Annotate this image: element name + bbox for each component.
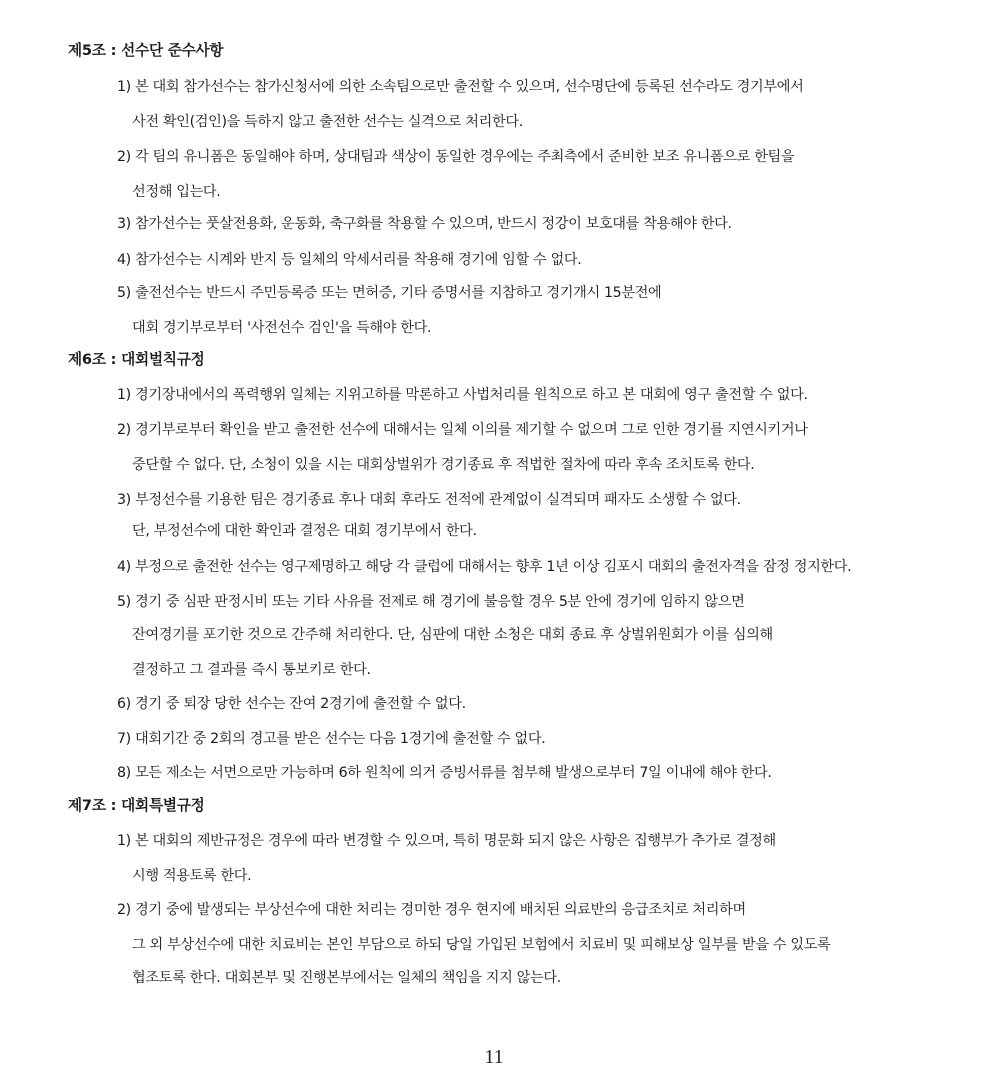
rule-item: 1) 본 대회 참가선수는 참가신청서에 의한 소속팀으로만 출전할 수 있으며, 선수명단에 등록된 선수라도 경기부에서 [117, 79, 804, 95]
rule-item-continuation: 단, 부정선수에 대한 확인과 결정은 대회 경기부에서 한다. [132, 523, 477, 539]
rule-item-continuation: 대회 경기부로부터 '사전선수 검인'을 득해야 한다. [132, 320, 432, 336]
rule-item: 1) 본 대회의 제반규정은 경우에 따라 변경할 수 있으며, 특히 명문화 되지 않은 사항은 집행부가 추가로 결정해 [117, 833, 776, 849]
section-heading: 제7조 : 대회특별규정 [68, 797, 205, 814]
rule-item: 6) 경기 중 퇴장 당한 선수는 잔여 2경기에 출전할 수 없다. [117, 696, 466, 712]
rule-item: 1) 경기장내에서의 폭력행위 일체는 지위고하를 막론하고 사법처리를 원칙으로 하고 본 대회에 영구 출전할 수 없다. [117, 387, 808, 403]
rule-item: 4) 부정으로 출전한 선수는 영구제명하고 해당 각 클럽에 대해서는 향후 1년 이상 김포시 대회의 출전자격을 잠정 정지한다. [117, 559, 852, 575]
rule-item: 2) 각 팀의 유니폼은 동일해야 하며, 상대팀과 색상이 동일한 경우에는 주최측에서 준비한 보조 유니폼으로 한팀을 [117, 149, 795, 165]
rule-item: 5) 출전선수는 반드시 주민등록증 또는 면허증, 기타 증명서를 지참하고 경기개시 15분전에 [117, 285, 662, 301]
page-number: 11 [484, 1046, 504, 1068]
rule-item-continuation: 시행 적용토록 한다. [132, 868, 252, 884]
rule-item: 7) 대회기간 중 2회의 경고를 받은 선수는 다음 1경기에 출전할 수 없다. [117, 731, 546, 747]
rule-item-continuation: 선정해 입는다. [132, 184, 221, 200]
rule-item: 8) 모든 제소는 서면으로만 가능하며 6하 원칙에 의거 증빙서류를 첨부해 발생으로부터 7일 이내에 해야 한다. [117, 765, 772, 781]
rule-item-continuation: 사전 확인(검인)을 득하지 않고 출전한 선수는 실격으로 처리한다. [132, 114, 523, 130]
section-heading: 제6조 : 대회벌칙규정 [68, 351, 205, 368]
rule-item: 3) 부정선수를 기용한 팀은 경기종료 후나 대회 후라도 전적에 관계없이 실격되며 패자도 소생할 수 없다. [117, 492, 741, 508]
rule-item-continuation: 협조토록 한다. 대회본부 및 진행본부에서는 일체의 책임을 지지 않는다. [132, 970, 561, 986]
rule-item-continuation: 결정하고 그 결과를 즉시 통보키로 한다. [132, 662, 371, 678]
rule-item-continuation: 그 외 부상선수에 대한 치료비는 본인 부담으로 하되 당일 가입된 보험에서 치료비 및 피해보상 일부를 받을 수 있도록 [132, 937, 831, 953]
rule-item: 4) 참가선수는 시계와 반지 등 일체의 악세서리를 착용해 경기에 임할 수 없다. [117, 252, 582, 268]
rule-item: 2) 경기부로부터 확인을 받고 출전한 선수에 대해서는 일체 이의를 제기할 수 없으며 그로 인한 경기를 지연시키거나 [117, 422, 808, 438]
rule-item: 2) 경기 중에 발생되는 부상선수에 대한 처리는 경미한 경우 현지에 배치된 의료반의 응급조치로 처리하며 [117, 902, 746, 918]
rule-item-continuation: 잔여경기를 포기한 것으로 간주해 처리한다. 단, 심판에 대한 소청은 대회 종료 후 상벌위원회가 이를 심의해 [132, 627, 773, 643]
rule-item-continuation: 중단할 수 없다. 단, 소청이 있을 시는 대회상벌위가 경기종료 후 적법한 절차에 따라 후속 조치토록 한다. [132, 457, 755, 473]
rule-item: 3) 참가선수는 풋살전용화, 운동화, 축구화를 착용할 수 있으며, 반드시 정강이 보호대를 착용해야 한다. [117, 216, 732, 232]
rule-item: 5) 경기 중 심판 판정시비 또는 기타 사유를 전제로 해 경기에 불응할 경우 5분 안에 경기에 임하지 않으면 [117, 594, 745, 610]
section-heading: 제5조 : 선수단 준수사항 [68, 42, 224, 59]
